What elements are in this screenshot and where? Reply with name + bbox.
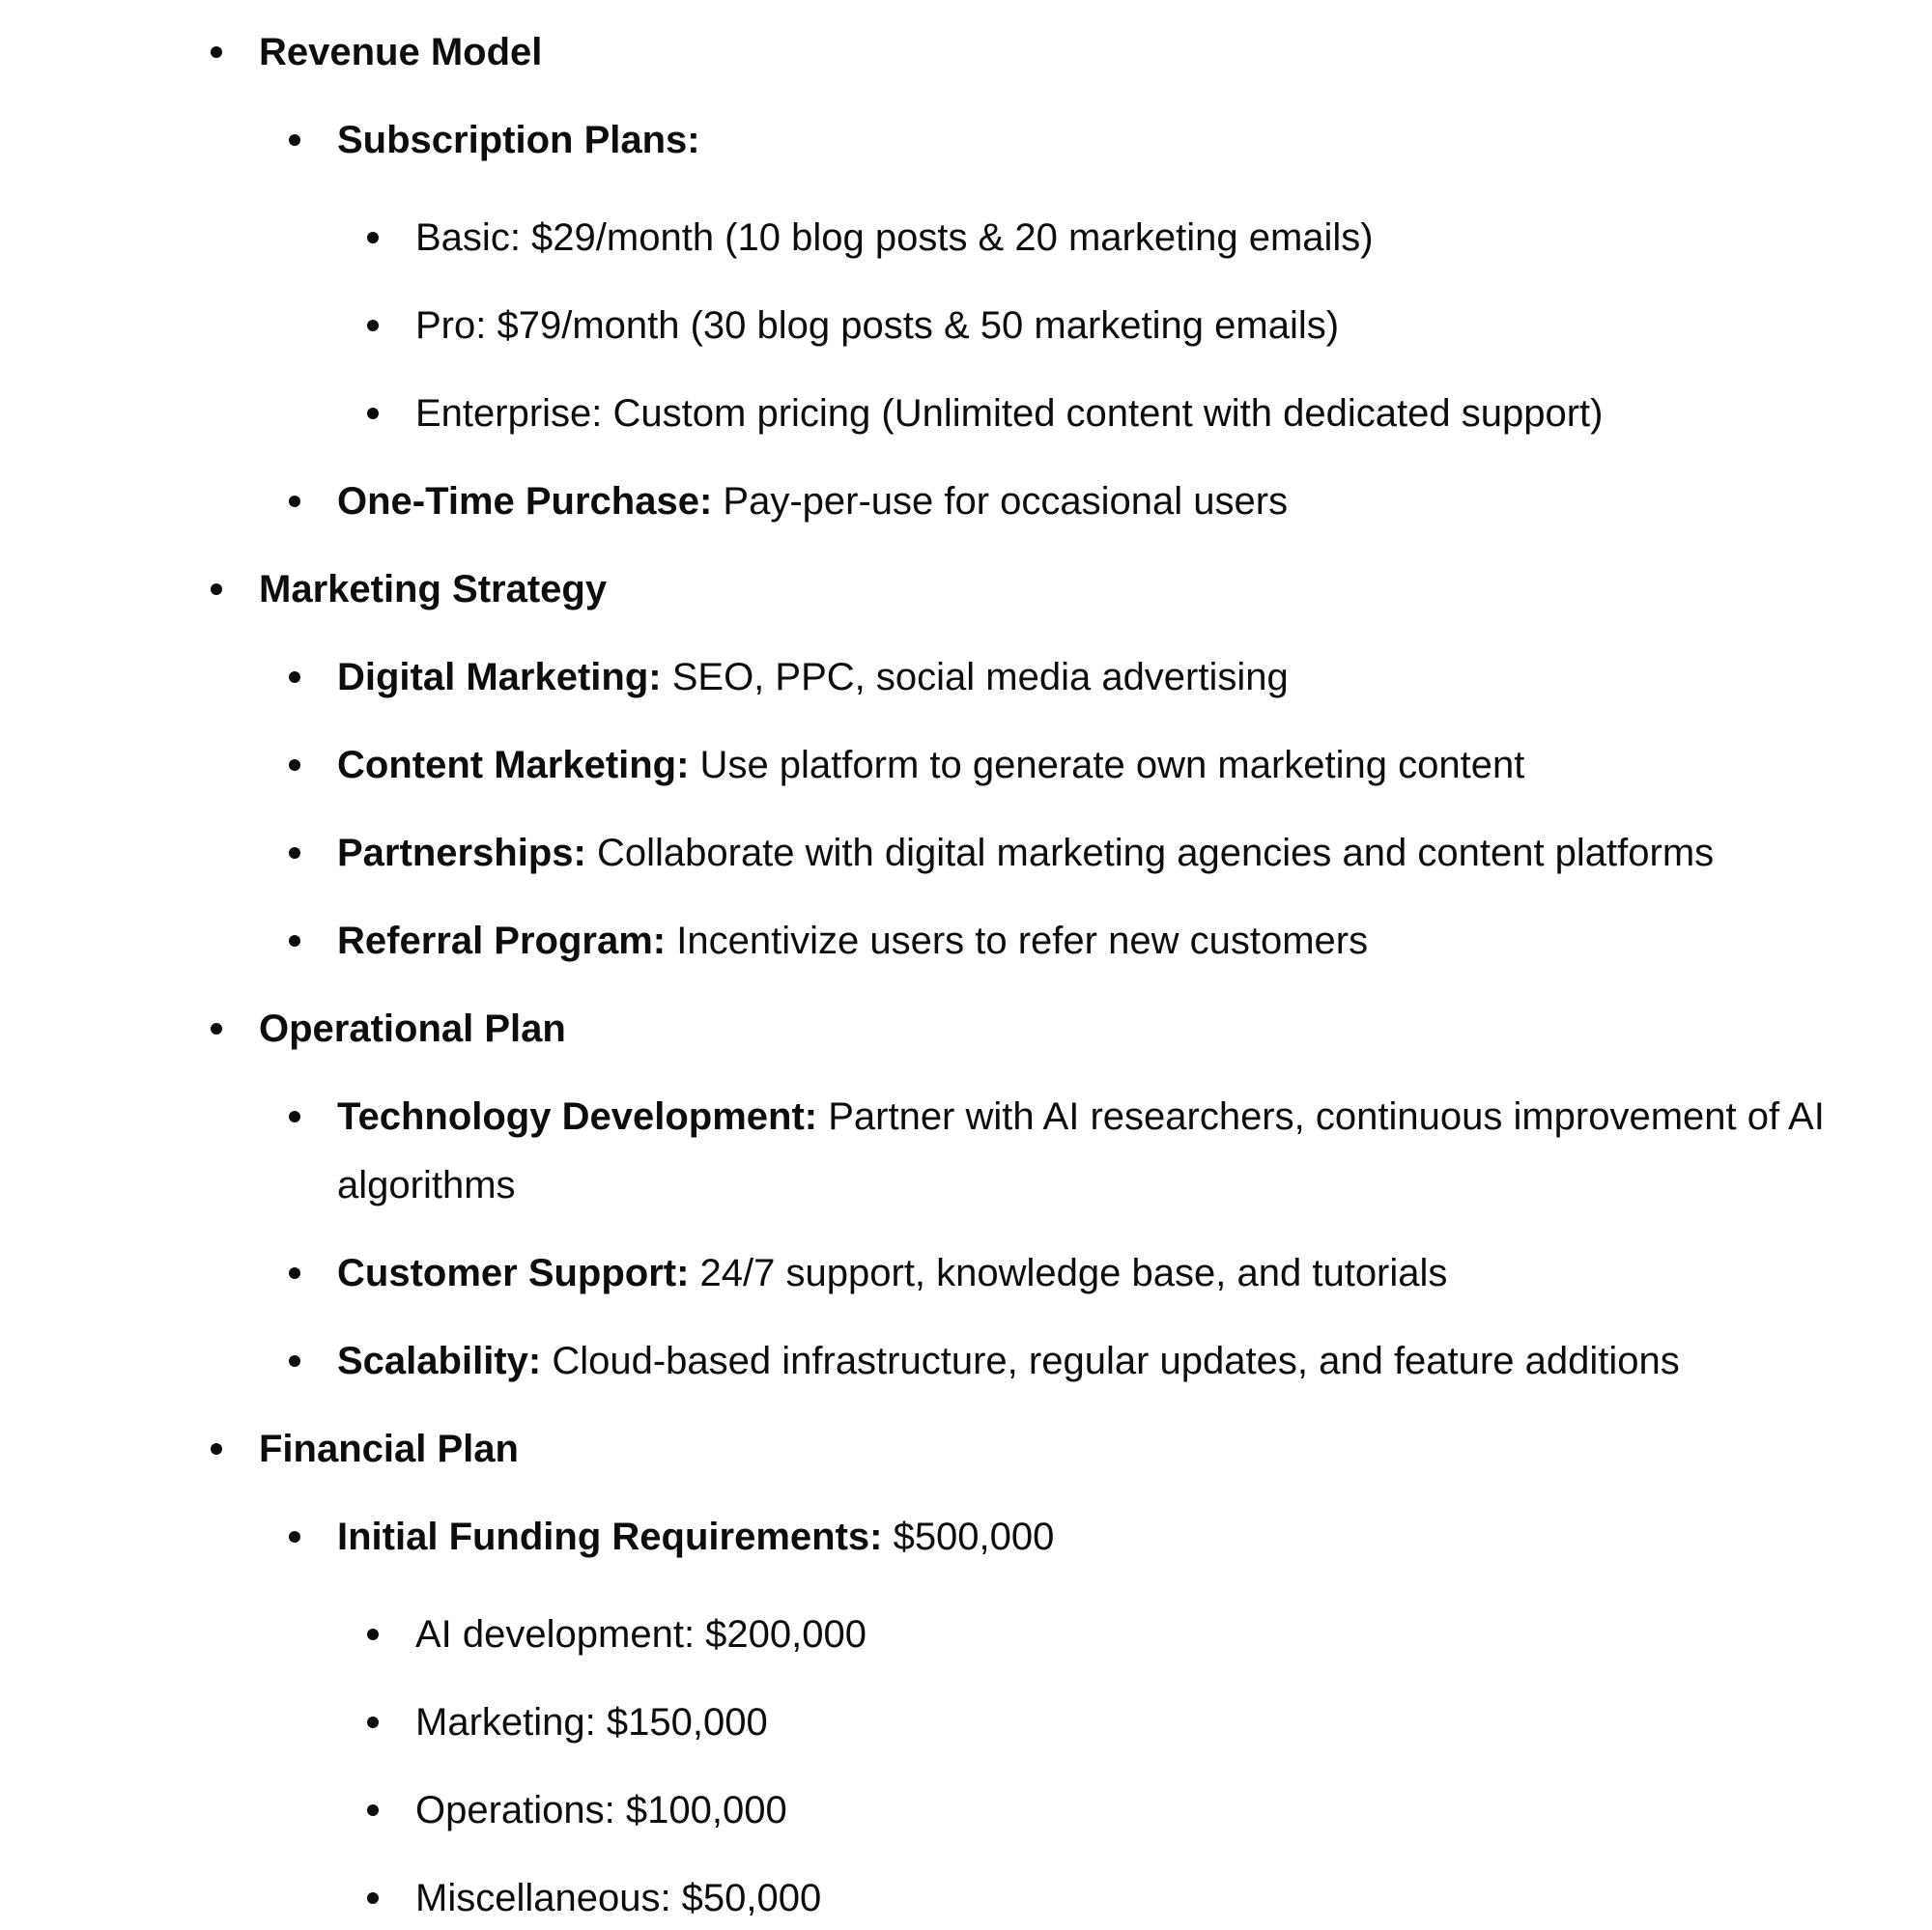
item-description: Partner with AI researchers, continuous improvement of AI: [817, 1095, 1825, 1138]
item-text: [337, 1514, 1054, 1560]
item-description-continued: algorithms: [337, 1164, 516, 1206]
item-label: Referral Program:: [337, 920, 667, 962]
item-text: [337, 918, 1368, 964]
item-text: [337, 1338, 1680, 1384]
item-text: [337, 1250, 1447, 1296]
bullet: [367, 408, 379, 419]
item-label: Partnerships:: [337, 832, 586, 874]
item-description: SEO, PPC, social media advertising: [661, 656, 1289, 698]
section-heading: Marketing Strategy: [259, 568, 608, 610]
bullet: [289, 847, 300, 859]
bullet: [367, 1629, 379, 1640]
item-text: [337, 830, 1714, 876]
item-description: $500,000: [882, 1516, 1055, 1558]
bullet: [289, 671, 300, 683]
item-label: Content Marketing:: [337, 744, 690, 786]
plan-text: Pro: $79/month (30 blog posts & 50 marketing emails): [415, 304, 1340, 347]
item-text: [337, 478, 1288, 525]
item-description: Collaborate with digital marketing agencies and content platforms: [585, 832, 1715, 874]
item-text: [337, 742, 1524, 788]
bullet: [211, 46, 222, 58]
bullet: [367, 320, 379, 331]
bullet: [289, 1111, 300, 1122]
section-heading: Financial Plan: [259, 1428, 519, 1470]
bullet: [367, 1892, 379, 1904]
item-label: Initial Funding Requirements:: [337, 1516, 883, 1558]
bullet: [367, 232, 379, 243]
bullet: [289, 1531, 300, 1543]
bullet: [289, 1355, 300, 1367]
section-heading: Revenue Model: [259, 31, 543, 73]
item-label: Scalability:: [337, 1340, 542, 1382]
section-heading: Operational Plan: [259, 1008, 566, 1050]
plan-text: Enterprise: Custom pricing (Unlimited content with dedicated support): [415, 392, 1604, 435]
item-description: Pay-per-use for occasional users: [712, 480, 1289, 523]
item-text: [337, 654, 1289, 700]
item-label: Customer Support:: [337, 1252, 690, 1294]
bullet: [211, 1443, 222, 1455]
bullet: [289, 935, 300, 947]
bullet: [211, 1023, 222, 1035]
funding-item: Marketing: $150,000: [415, 1701, 768, 1744]
item-text: [337, 1093, 1825, 1140]
item-label: Digital Marketing:: [337, 656, 662, 698]
bullet: [289, 759, 300, 771]
item-description: Cloud-based infrastructure, regular updates, and feature additions: [541, 1340, 1680, 1382]
funding-item: Operations: $100,000: [415, 1789, 787, 1831]
funding-item: AI development: $200,000: [415, 1613, 867, 1656]
item-label: Subscription Plans:: [337, 119, 700, 161]
bullet: [211, 583, 222, 595]
bullet: [367, 1717, 379, 1728]
bullet: [289, 134, 300, 146]
item-description: Incentivize users to refer new customers: [666, 920, 1369, 962]
bullet: [289, 496, 300, 507]
plan-text: Basic: $29/month (10 blog posts & 20 marketing emails): [415, 216, 1374, 259]
bullet: [289, 1267, 300, 1279]
item-description: Use platform to generate own marketing content: [689, 744, 1525, 786]
item-description: 24/7 support, knowledge base, and tutorials: [689, 1252, 1448, 1294]
item-label: Technology Development:: [337, 1095, 818, 1138]
bullet: [367, 1804, 379, 1816]
funding-item: Miscellaneous: $50,000: [415, 1877, 822, 1919]
item-label: One-Time Purchase:: [337, 480, 713, 523]
